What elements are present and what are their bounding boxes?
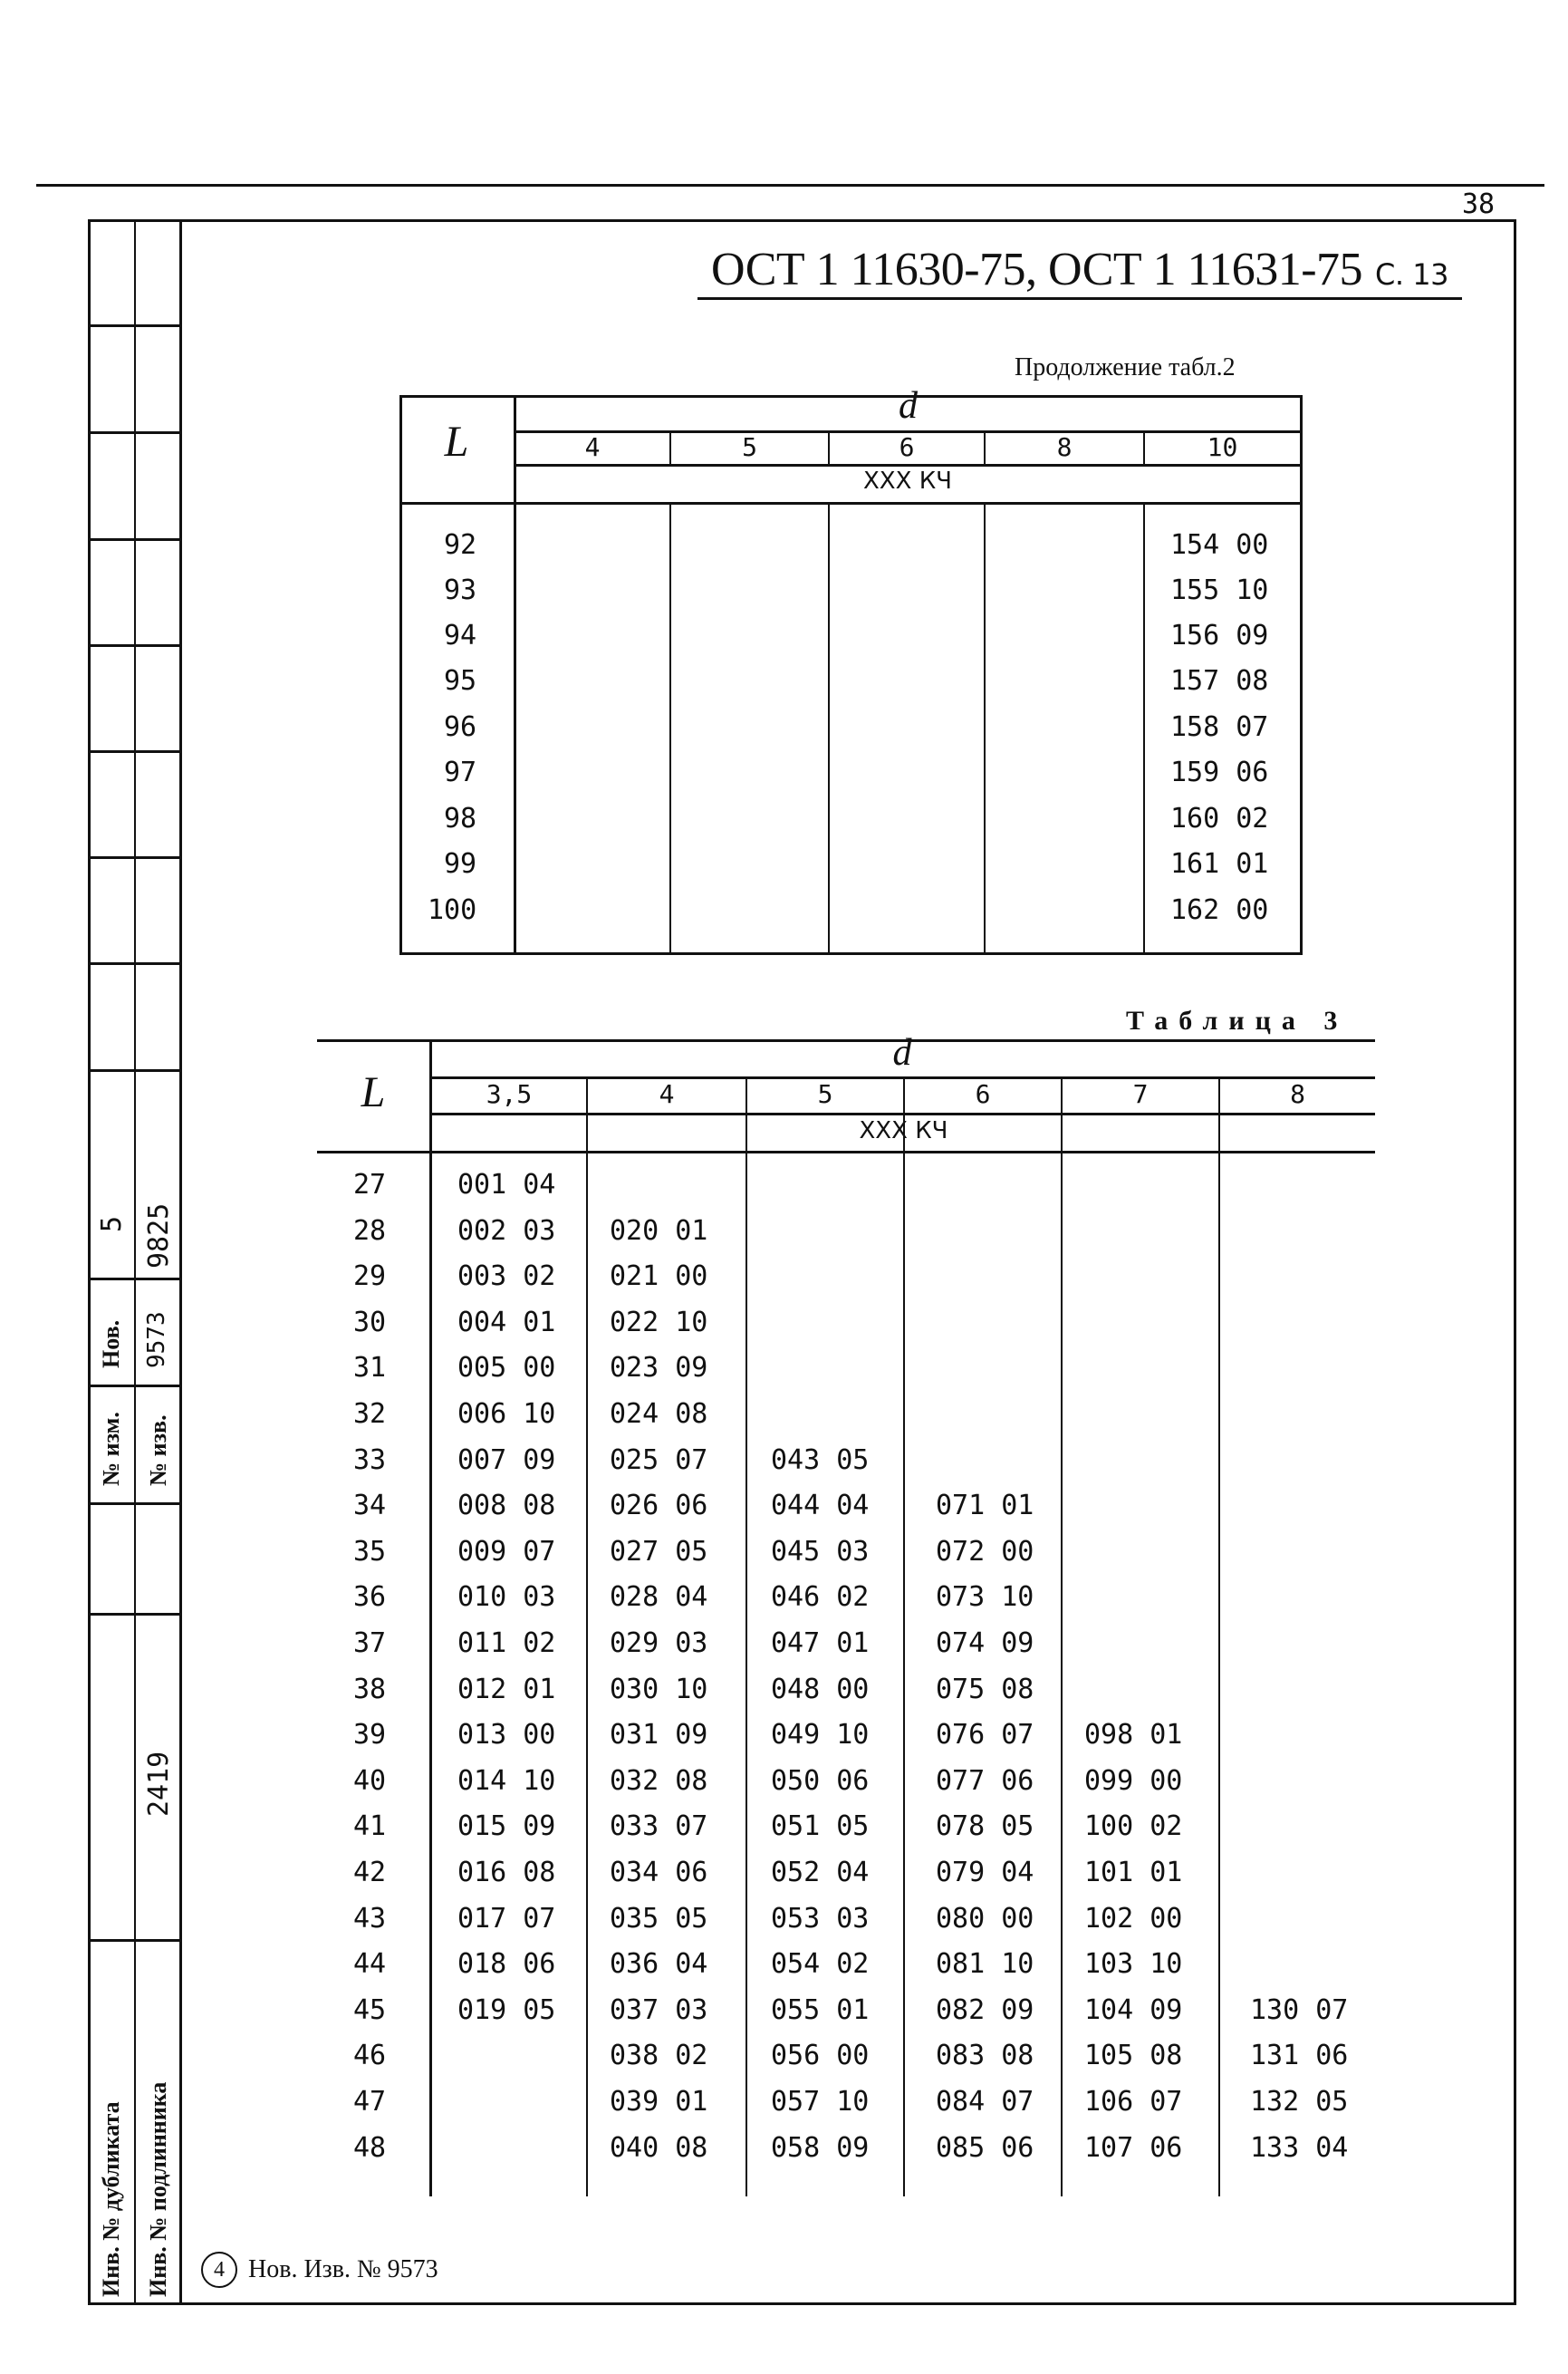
table-cell: 027 05 bbox=[610, 1536, 708, 1568]
table-cell: 054 02 bbox=[771, 1948, 870, 1980]
t2-d-10: 10 bbox=[1207, 432, 1238, 462]
t2-line bbox=[1300, 395, 1303, 955]
table-row-l: 41 bbox=[353, 1810, 387, 1842]
table-row-l: 46 bbox=[353, 2040, 387, 2071]
t2-row-l: 99 bbox=[444, 848, 477, 880]
table-cell: 038 02 bbox=[610, 2040, 708, 2071]
table-cell: 013 00 bbox=[457, 1719, 556, 1751]
table-cell: 046 02 bbox=[771, 1581, 870, 1613]
table-cell: 045 03 bbox=[771, 1536, 870, 1568]
page-number: 38 bbox=[1462, 188, 1496, 220]
t2-row-val: 162 00 bbox=[1170, 894, 1269, 926]
table-row-l: 44 bbox=[353, 1948, 387, 1980]
t3-d-35: 3,5 bbox=[486, 1079, 533, 1109]
table-cell: 100 02 bbox=[1084, 1810, 1183, 1842]
t2-row-val: 159 06 bbox=[1170, 757, 1269, 788]
table-cell: 104 09 bbox=[1084, 1994, 1183, 2026]
t3-line bbox=[746, 1076, 747, 2196]
table-cell: 002 03 bbox=[457, 1215, 556, 1247]
table-row-l: 31 bbox=[353, 1352, 387, 1384]
stamp-sep bbox=[88, 324, 181, 327]
t3-line bbox=[317, 1151, 1375, 1153]
table-row-l: 34 bbox=[353, 1490, 387, 1521]
footer-note bbox=[201, 2252, 438, 2288]
stamp-val-9825: 9825 bbox=[143, 1202, 175, 1269]
table-cell: 025 07 bbox=[610, 1444, 708, 1476]
table-row-l: 39 bbox=[353, 1719, 387, 1751]
table-cell: 083 08 bbox=[936, 2040, 1034, 2071]
table-cell: 032 08 bbox=[610, 1765, 708, 1797]
table-cell: 072 00 bbox=[936, 1536, 1034, 1568]
table-cell: 023 09 bbox=[610, 1352, 708, 1384]
table-row-l: 35 bbox=[353, 1536, 387, 1568]
table-cell: 018 06 bbox=[457, 1948, 556, 1980]
table-cell: 005 00 bbox=[457, 1352, 556, 1384]
t2-d-6: 6 bbox=[899, 432, 915, 462]
table-row-l: 47 bbox=[353, 2086, 387, 2118]
table-row-l: 40 bbox=[353, 1765, 387, 1797]
stamp-val-2419: 2419 bbox=[143, 1751, 175, 1817]
t2-row-val: 155 10 bbox=[1170, 574, 1269, 606]
table-cell: 029 03 bbox=[610, 1627, 708, 1659]
frame-right bbox=[1514, 219, 1516, 2305]
table-row-l: 28 bbox=[353, 1215, 387, 1247]
table-cell: 077 06 bbox=[936, 1765, 1034, 1797]
footer-text: Нов. Изв. № 9573 bbox=[248, 2255, 438, 2283]
t3-line bbox=[429, 1113, 1375, 1115]
table-cell: 010 03 bbox=[457, 1581, 556, 1613]
table-cell: 004 01 bbox=[457, 1307, 556, 1338]
t3-d-5: 5 bbox=[817, 1079, 833, 1109]
table-cell: 014 10 bbox=[457, 1765, 556, 1797]
table-cell: 033 07 bbox=[610, 1810, 708, 1842]
t2-row-l: 93 bbox=[444, 574, 477, 606]
t3-d-header: d bbox=[892, 1032, 912, 1074]
table-cell: 073 10 bbox=[936, 1581, 1034, 1613]
stamp-sep bbox=[88, 750, 181, 753]
stamp-val-5: 5 bbox=[96, 1215, 128, 1232]
t2-l-header: L bbox=[444, 418, 469, 466]
title-underline bbox=[697, 297, 1462, 300]
document-title bbox=[711, 243, 1448, 296]
table-cell: 021 00 bbox=[610, 1260, 708, 1292]
frame-left-mid bbox=[134, 219, 136, 2305]
t2-row-l: 98 bbox=[444, 803, 477, 835]
table-cell: 016 08 bbox=[457, 1857, 556, 1888]
t3-code-header: ХХХ КЧ bbox=[859, 1117, 948, 1144]
table-cell: 019 05 bbox=[457, 1994, 556, 2026]
table-cell: 035 05 bbox=[610, 1903, 708, 1935]
table-row-l: 37 bbox=[353, 1627, 387, 1659]
table-cell: 001 04 bbox=[457, 1169, 556, 1201]
table-cell: 075 08 bbox=[936, 1674, 1034, 1705]
table-cell: 030 10 bbox=[610, 1674, 708, 1705]
table-cell: 048 00 bbox=[771, 1674, 870, 1705]
t3-line bbox=[429, 1039, 432, 2196]
t2-row-l: 96 bbox=[444, 711, 477, 743]
table-cell: 003 02 bbox=[457, 1260, 556, 1292]
table-cell: 084 07 bbox=[936, 2086, 1034, 2118]
frame-bottom bbox=[88, 2302, 1516, 2305]
stamp-sep bbox=[88, 1069, 181, 1072]
table-cell: 053 03 bbox=[771, 1903, 870, 1935]
table-cell: 107 06 bbox=[1084, 2132, 1183, 2164]
table-cell: 049 10 bbox=[771, 1719, 870, 1751]
stamp-label-nov: Нов. bbox=[98, 1319, 124, 1368]
table-cell: 079 04 bbox=[936, 1857, 1034, 1888]
table-row-l: 33 bbox=[353, 1444, 387, 1476]
t2-row-l: 94 bbox=[444, 620, 477, 651]
table-row-l: 29 bbox=[353, 1260, 387, 1292]
table-cell: 080 00 bbox=[936, 1903, 1034, 1935]
table-cell: 101 01 bbox=[1084, 1857, 1183, 1888]
t2-line bbox=[514, 464, 1303, 467]
t2-row-val: 160 02 bbox=[1170, 803, 1269, 835]
table-cell: 044 04 bbox=[771, 1490, 870, 1521]
table-cell: 009 07 bbox=[457, 1536, 556, 1568]
table-row-l: 42 bbox=[353, 1857, 387, 1888]
t2-line bbox=[399, 502, 1303, 505]
t3-line bbox=[1218, 1076, 1220, 2196]
table-row-l: 36 bbox=[353, 1581, 387, 1613]
table-row-l: 48 bbox=[353, 2132, 387, 2164]
table-cell: 008 08 bbox=[457, 1490, 556, 1521]
stamp-label-inv-podl: Инв. № подлинника bbox=[145, 2081, 171, 2297]
table-cell: 074 09 bbox=[936, 1627, 1034, 1659]
stamp-sep bbox=[88, 1278, 181, 1280]
table-cell: 020 01 bbox=[610, 1215, 708, 1247]
table-cell: 098 01 bbox=[1084, 1719, 1183, 1751]
table-cell: 102 00 bbox=[1084, 1903, 1183, 1935]
t3-d-6: 6 bbox=[975, 1079, 991, 1109]
table-cell: 076 07 bbox=[936, 1719, 1034, 1751]
t2-line bbox=[399, 952, 1303, 955]
table-cell: 024 08 bbox=[610, 1398, 708, 1430]
table-cell: 056 00 bbox=[771, 2040, 870, 2071]
table-cell: 026 06 bbox=[610, 1490, 708, 1521]
table-cell: 036 04 bbox=[610, 1948, 708, 1980]
t2-line bbox=[828, 502, 830, 955]
t2-d-5: 5 bbox=[742, 432, 757, 462]
table-cell: 034 06 bbox=[610, 1857, 708, 1888]
table-cell: 006 10 bbox=[457, 1398, 556, 1430]
t3-line bbox=[903, 1076, 905, 2196]
table-cell: 130 07 bbox=[1250, 1994, 1349, 2026]
stamp-sep bbox=[88, 1385, 181, 1387]
table-cell: 017 07 bbox=[457, 1903, 556, 1935]
table-cell: 011 02 bbox=[457, 1627, 556, 1659]
stamp-val-9573: 9573 bbox=[143, 1311, 170, 1368]
stamp-label-izm: № изм. bbox=[98, 1412, 124, 1486]
frame-left-inner bbox=[179, 219, 182, 2305]
table-cell: 050 06 bbox=[771, 1765, 870, 1797]
page-label: С. 13 bbox=[1375, 257, 1448, 292]
stamp-sep bbox=[88, 431, 181, 434]
t2-row-val: 154 00 bbox=[1170, 529, 1269, 561]
stamp-sep bbox=[88, 644, 181, 647]
t3-l-header: L bbox=[361, 1068, 386, 1116]
t2-d-4: 4 bbox=[584, 432, 601, 462]
table-row-l: 32 bbox=[353, 1398, 387, 1430]
title-text: ОСТ 1 11630-75, ОСТ 1 11631-75 bbox=[711, 244, 1363, 295]
table-cell: 015 09 bbox=[457, 1810, 556, 1842]
table-cell: 132 05 bbox=[1250, 2086, 1349, 2118]
t2-line bbox=[984, 502, 986, 955]
t2-line bbox=[1143, 502, 1145, 955]
table-cell: 057 10 bbox=[771, 2086, 870, 2118]
frame-left-outer bbox=[88, 219, 91, 2305]
table-row-l: 30 bbox=[353, 1307, 387, 1338]
t2-row-val: 156 09 bbox=[1170, 620, 1269, 651]
revision-circle: 4 bbox=[201, 2252, 237, 2288]
table-cell: 131 06 bbox=[1250, 2040, 1349, 2071]
table-cell: 052 04 bbox=[771, 1857, 870, 1888]
t2-row-l: 95 bbox=[444, 665, 477, 697]
t2-row-l: 97 bbox=[444, 757, 477, 788]
table-cell: 007 09 bbox=[457, 1444, 556, 1476]
table-cell: 106 07 bbox=[1084, 2086, 1183, 2118]
table-cell: 085 06 bbox=[936, 2132, 1034, 2164]
table-cell: 022 10 bbox=[610, 1307, 708, 1338]
table-cell: 039 01 bbox=[610, 2086, 708, 2118]
table-cell: 031 09 bbox=[610, 1719, 708, 1751]
t3-d-7: 7 bbox=[1132, 1079, 1149, 1109]
stamp-sep bbox=[88, 538, 181, 541]
table-cell: 071 01 bbox=[936, 1490, 1034, 1521]
table-row-l: 45 bbox=[353, 1994, 387, 2026]
stamp-sep bbox=[88, 962, 181, 965]
t3-d-8: 8 bbox=[1290, 1079, 1305, 1109]
t2-d-8: 8 bbox=[1056, 432, 1073, 462]
table-cell: 081 10 bbox=[936, 1948, 1034, 1980]
continuation-label: Продолжение табл.2 bbox=[1015, 353, 1236, 381]
t3-line bbox=[586, 1076, 588, 2196]
stamp-sep bbox=[88, 1613, 181, 1616]
t3-line bbox=[1061, 1076, 1063, 2196]
t3-d-4: 4 bbox=[659, 1079, 675, 1109]
table-cell: 051 05 bbox=[771, 1810, 870, 1842]
stamp-sep bbox=[88, 1939, 181, 1942]
table-cell: 133 04 bbox=[1250, 2132, 1349, 2164]
frame-top bbox=[36, 184, 1544, 187]
t2-line bbox=[669, 502, 671, 955]
stamp-label-izv: № изв. bbox=[145, 1414, 171, 1486]
table-cell: 043 05 bbox=[771, 1444, 870, 1476]
table-cell: 103 10 bbox=[1084, 1948, 1183, 1980]
table-cell: 028 04 bbox=[610, 1581, 708, 1613]
table-3-title: Таблица 3 bbox=[1126, 1006, 1349, 1036]
table-row-l: 38 bbox=[353, 1674, 387, 1705]
stamp-sep bbox=[88, 1502, 181, 1505]
table-row-l: 43 bbox=[353, 1903, 387, 1935]
table-cell: 055 01 bbox=[771, 1994, 870, 2026]
table-cell: 082 09 bbox=[936, 1994, 1034, 2026]
table-row-l: 27 bbox=[353, 1169, 387, 1201]
table-cell: 037 03 bbox=[610, 1994, 708, 2026]
t2-row-val: 158 07 bbox=[1170, 711, 1269, 743]
table-cell: 058 09 bbox=[771, 2132, 870, 2164]
table-cell: 099 00 bbox=[1084, 1765, 1183, 1797]
t2-row-val: 157 08 bbox=[1170, 665, 1269, 697]
t2-row-l: 92 bbox=[444, 529, 477, 561]
stamp-label-inv-dubl: Инв. № дубликата bbox=[98, 2101, 124, 2297]
table-cell: 047 01 bbox=[771, 1627, 870, 1659]
table-cell: 105 08 bbox=[1084, 2040, 1183, 2071]
t2-row-val: 161 01 bbox=[1170, 848, 1269, 880]
t2-row-l: 100 bbox=[428, 894, 477, 926]
table-cell: 078 05 bbox=[936, 1810, 1034, 1842]
t2-d-header: d bbox=[899, 385, 918, 427]
t2-code-header: ХХХ КЧ bbox=[863, 468, 952, 495]
frame-inner-top bbox=[88, 219, 1516, 222]
t2-line bbox=[399, 395, 402, 955]
table-cell: 012 01 bbox=[457, 1674, 556, 1705]
table-cell: 040 08 bbox=[610, 2132, 708, 2164]
stamp-sep bbox=[88, 856, 181, 859]
